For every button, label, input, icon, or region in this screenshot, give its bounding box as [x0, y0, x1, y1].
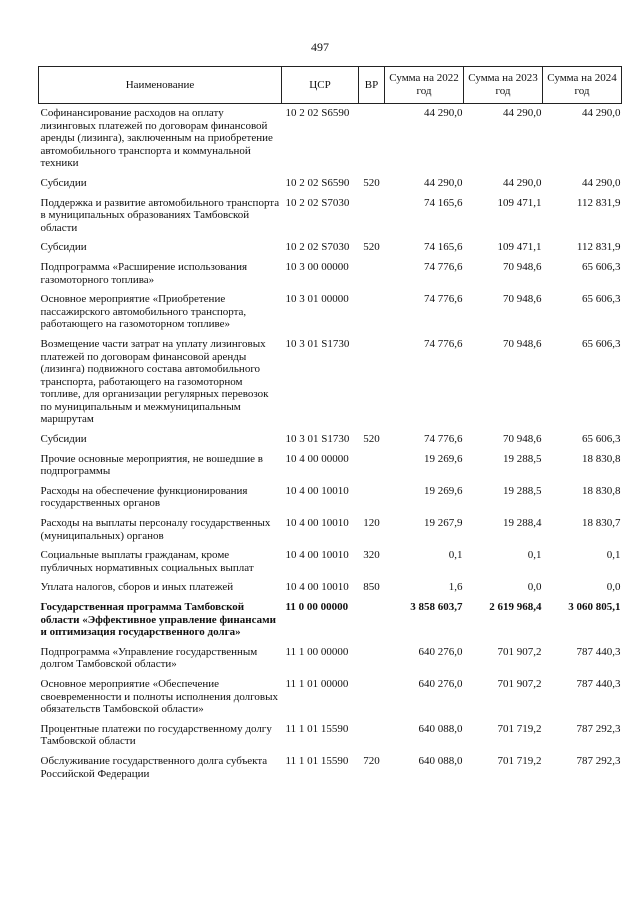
- row-csr: 11 1 01 15590: [285, 722, 349, 735]
- table-row: [39, 720, 622, 752]
- header-sum-2024: Сумма на 2024 год: [543, 67, 622, 104]
- row-vr: [359, 194, 385, 239]
- row-sum-2023: 44 290,0: [503, 176, 542, 189]
- row-vr: [359, 104, 385, 174]
- header-name: Наименование: [39, 67, 282, 104]
- table-row: [39, 238, 622, 258]
- row-csr: 10 4 00 10010: [285, 517, 349, 530]
- row-sum-2022: 640 088,0: [418, 722, 463, 735]
- row-csr: 10 3 00 00000: [285, 260, 349, 273]
- row-name: Подпрограмма «Расширение использования газомоторного топлива»: [40, 260, 248, 286]
- row-sum-2023: 701 719,2: [497, 754, 542, 767]
- row-vr: [359, 720, 385, 752]
- table-row: [39, 194, 622, 239]
- row-csr: 10 2 02 S6590: [285, 107, 350, 119]
- row-sum-2022: 640 276,0: [418, 677, 463, 690]
- row-csr: 10 4 00 10010: [285, 581, 349, 594]
- row-sum-2022: 74 776,6: [424, 337, 463, 350]
- row-sum-2024: 65 606,3: [582, 337, 621, 350]
- row-sum-2022: 74 776,6: [424, 293, 463, 306]
- table-row: [39, 514, 622, 546]
- table-row: [39, 258, 622, 290]
- row-sum-2022: 19 267,9: [424, 517, 463, 530]
- row-vr: 320: [363, 549, 380, 562]
- table-row: [39, 482, 622, 514]
- row-sum-2022: 74 776,6: [424, 260, 463, 273]
- row-sum-2023: 44 290,0: [503, 107, 542, 119]
- row-sum-2024: 0,0: [606, 581, 621, 594]
- row-sum-2022: 640 088,0: [418, 754, 463, 767]
- row-sum-2022: 640 276,0: [418, 645, 463, 658]
- header-vr: ВР: [359, 67, 385, 104]
- row-vr: [359, 482, 385, 514]
- row-sum-2023: 70 948,6: [503, 337, 542, 350]
- row-sum-2024: 65 606,3: [582, 433, 621, 446]
- row-csr: 10 2 02 S7030: [285, 196, 350, 209]
- row-sum-2023: 70 948,6: [503, 260, 542, 273]
- row-csr: 10 4 00 10010: [285, 484, 349, 497]
- row-name: Обслуживание государственного долга субъекта Российской Федерации: [40, 754, 268, 780]
- row-sum-2024: 18 830,8: [582, 452, 621, 465]
- row-sum-2023: 109 471,1: [497, 196, 542, 209]
- row-sum-2024: 787 440,3: [576, 645, 621, 658]
- row-vr: 520: [363, 433, 380, 446]
- row-name: Возмещение части затрат на уплату лизинговых платежей по договорам финансовой аренды (лизинга) подвижного состава автомобильного транспорта, работающего на газомоторном топливе, для организации регулярных перевозок по муниципальным и межмуниципальным маршрутам: [40, 337, 269, 426]
- row-csr: 10 3 01 S1730: [285, 337, 350, 350]
- row-name: Субсидии: [40, 241, 87, 254]
- row-sum-2023: 70 948,6: [503, 293, 542, 306]
- table-row: [39, 546, 622, 578]
- row-name: Основное мероприятие «Приобретение пассажирского автомобильного транспорта, работающего на газомоторном топливе»: [40, 293, 247, 331]
- row-sum-2024: 112 831,9: [576, 241, 621, 254]
- row-name: Субсидии: [40, 176, 87, 189]
- row-sum-2023: 19 288,4: [503, 517, 542, 530]
- row-vr: [359, 675, 385, 720]
- row-sum-2023: 0,1: [527, 549, 542, 562]
- row-sum-2024: 787 292,3: [576, 722, 621, 735]
- row-name: Прочие основные мероприятия, не вошедшие в подпрограммы: [40, 452, 263, 478]
- row-sum-2024: 18 830,8: [582, 484, 621, 497]
- table-row: [39, 578, 622, 598]
- row-vr: 120: [363, 517, 380, 530]
- row-name: Уплата налогов, сборов и иных платежей: [40, 581, 234, 594]
- row-sum-2024: 787 292,3: [576, 754, 621, 767]
- row-csr: 10 3 01 00000: [285, 293, 349, 306]
- row-vr: 520: [363, 176, 380, 189]
- table-row: [39, 752, 622, 784]
- row-csr: 11 1 01 00000: [285, 677, 349, 690]
- table-row: [39, 430, 622, 450]
- header-csr: ЦСР: [282, 67, 359, 104]
- row-name: Софинансирование расходов на оплату лизинговых платежей по договорам финансовой аренды (лизинга), заключенным на приобретение автомобильного транспорта и коммунальной техники: [40, 107, 273, 170]
- row-sum-2024: 112 831,9: [576, 196, 621, 209]
- row-sum-2022: 3 858 603,7: [410, 601, 463, 613]
- row-csr: 11 0 00 00000: [285, 601, 349, 613]
- row-sum-2022: 1,6: [448, 581, 463, 594]
- row-sum-2024: 44 290,0: [582, 107, 621, 119]
- row-csr: 10 4 00 00000: [285, 452, 349, 465]
- row-name: Процентные платежи по государственному долгу Тамбовской области: [40, 722, 272, 748]
- row-sum-2023: 70 948,6: [503, 433, 542, 446]
- row-csr: 10 4 00 10010: [285, 549, 349, 562]
- row-vr: [359, 598, 385, 643]
- table-header-row: [39, 67, 622, 104]
- row-sum-2022: 74 776,6: [424, 433, 463, 446]
- row-csr: 11 1 00 00000: [285, 645, 349, 658]
- row-sum-2024: 0,1: [606, 549, 621, 562]
- row-sum-2023: 2 619 968,4: [489, 601, 542, 613]
- row-sum-2022: 74 165,6: [424, 196, 463, 209]
- row-vr: 520: [363, 241, 380, 254]
- row-sum-2023: 109 471,1: [497, 241, 542, 254]
- row-sum-2023: 701 719,2: [497, 722, 542, 735]
- row-vr: [359, 258, 385, 290]
- row-name: Поддержка и развитие автомобильного транспорта в муниципальных образованиях Тамбовской области: [40, 196, 280, 234]
- row-vr: [359, 450, 385, 482]
- row-vr: [359, 643, 385, 675]
- row-sum-2022: 19 269,6: [424, 452, 463, 465]
- row-vr: [359, 335, 385, 430]
- header-sum-2023: Сумма на 2023 год: [464, 67, 543, 104]
- page-number: 497: [311, 40, 329, 54]
- row-name: Расходы на обеспечение функционирования государственных органов: [40, 484, 248, 510]
- row-sum-2022: 19 269,6: [424, 484, 463, 497]
- row-name: Расходы на выплаты персоналу государственных (муниципальных) органов: [40, 517, 271, 542]
- row-name: Подпрограмма «Управление государственным долгом Тамбовской области»: [40, 645, 258, 671]
- table-row: [39, 335, 622, 430]
- row-sum-2022: 0,1: [448, 549, 463, 562]
- row-vr: 850: [363, 581, 380, 594]
- table-row: [39, 290, 622, 335]
- row-name: Субсидии: [40, 433, 87, 446]
- row-sum-2024: 44 290,0: [582, 176, 621, 189]
- row-csr: 10 2 02 S6590: [285, 176, 350, 189]
- row-name: Государственная программа Тамбовской области «Эффективное управление финансами и оптимизация государственного долга»: [40, 601, 276, 639]
- row-sum-2023: 701 907,2: [497, 645, 542, 658]
- row-sum-2023: 701 907,2: [497, 677, 542, 690]
- header-sum-2022: Сумма на 2022 год: [385, 67, 464, 104]
- row-sum-2022: 74 165,6: [424, 241, 463, 254]
- row-sum-2022: 44 290,0: [424, 176, 463, 189]
- table-row: [39, 643, 622, 675]
- row-sum-2024: 787 440,3: [576, 677, 621, 690]
- row-sum-2022: 44 290,0: [424, 107, 463, 119]
- table-row: [39, 104, 622, 174]
- budget-table: [38, 66, 622, 784]
- row-csr: 11 1 01 15590: [285, 754, 349, 767]
- table-row: [39, 598, 622, 643]
- row-name: Основное мероприятие «Обеспечение своевременности и полноты исполнения долговых обязательств Тамбовской области»: [40, 677, 278, 716]
- row-sum-2024: 65 606,3: [582, 293, 621, 306]
- row-name: Социальные выплаты гражданам, кроме публичных нормативных социальных выплат: [40, 549, 254, 574]
- row-sum-2024: 18 830,7: [582, 517, 621, 530]
- row-vr: 720: [363, 754, 380, 767]
- row-sum-2023: 0,0: [527, 581, 542, 594]
- row-sum-2024: 65 606,3: [582, 260, 621, 273]
- table-body: [39, 104, 622, 785]
- table-row: [39, 450, 622, 482]
- row-sum-2023: 19 288,5: [503, 452, 542, 465]
- row-sum-2024: 3 060 805,1: [568, 601, 621, 613]
- table-row: [39, 174, 622, 194]
- row-csr: 10 2 02 S7030: [285, 241, 350, 254]
- table-row: [39, 675, 622, 720]
- row-csr: 10 3 01 S1730: [285, 433, 350, 446]
- row-sum-2023: 19 288,5: [503, 484, 542, 497]
- row-vr: [359, 290, 385, 335]
